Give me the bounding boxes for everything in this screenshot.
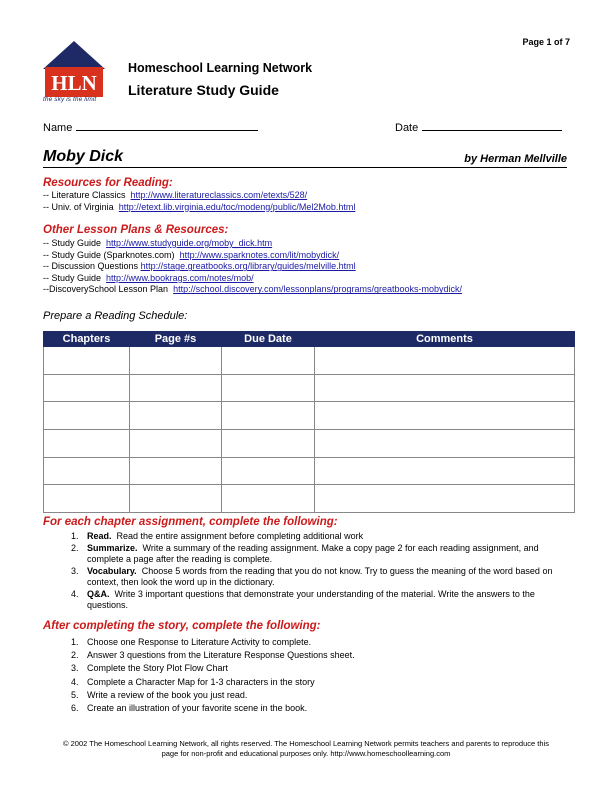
list-item: 2. Answer 3 questions from the Literature Response Questions sheet. xyxy=(81,649,572,662)
col-due-date: Due Date xyxy=(222,332,315,347)
table-cell[interactable] xyxy=(130,457,222,485)
date-label: Date xyxy=(395,122,419,134)
table-cell[interactable] xyxy=(315,457,575,485)
resources-list xyxy=(43,190,355,213)
chapter-assignment-list xyxy=(43,531,572,612)
lesson-item: -- Discussion Questions http://stage.greatbooks.org/library/guides/melville.html xyxy=(43,261,356,272)
table-cell[interactable] xyxy=(315,430,575,458)
date-field[interactable] xyxy=(395,121,562,134)
hln-logo xyxy=(43,41,105,103)
col-pages: Page #s xyxy=(130,332,222,347)
book-author: by Herman Mellville xyxy=(464,153,567,165)
col-chapters: Chapters xyxy=(44,332,130,347)
lesson-plans-list xyxy=(43,238,462,296)
list-item: 6. Create an illustration of your favorite scene in the book. xyxy=(81,702,572,715)
lesson-link[interactable]: http://www.bookrags.com/notes/mob/ xyxy=(106,272,254,283)
table-cell[interactable] xyxy=(130,374,222,402)
table-cell[interactable] xyxy=(222,347,315,375)
lesson-item: -- Study Guide http://www.bookrags.com/notes/mob/ xyxy=(43,272,254,283)
resource-link[interactable]: http://etext.lib.virginia.edu/toc/modeng/public/Mel2Mob.html xyxy=(118,201,356,212)
table-cell[interactable] xyxy=(130,430,222,458)
table-row xyxy=(44,374,575,402)
table-row xyxy=(44,457,575,485)
table-row xyxy=(44,402,575,430)
resource-link[interactable]: http://www.literatureclassics.com/etexts/528/ xyxy=(130,190,308,200)
table-cell[interactable] xyxy=(44,402,130,430)
table-header-row xyxy=(44,332,575,347)
lesson-link[interactable]: http://school.discovery.com/lessonplans/programs/greatbooks-mobydick/ xyxy=(173,284,463,295)
table-cell[interactable] xyxy=(222,457,315,485)
list-item: 4. Complete a Character Map for 1-3 characters in the story xyxy=(81,676,572,689)
lesson-link[interactable]: http://www.sparknotes.com/lit/mobydick/ xyxy=(179,249,340,260)
table-cell[interactable] xyxy=(44,430,130,458)
table-cell[interactable] xyxy=(222,485,315,513)
table-row xyxy=(44,347,575,375)
book-title: Moby Dick xyxy=(43,148,124,165)
lesson-item: --DiscoverySchool Lesson Plan http://school.discovery.com/lessonplans/programs/greatbooks-mobydick/ xyxy=(43,284,463,295)
logo-letters: HLN xyxy=(51,71,97,95)
list-item: 1. Read. Read the entire assignment before completing additional work xyxy=(81,531,572,543)
list-item: 1. Choose one Response to Literature Activity to complete. xyxy=(81,636,572,649)
list-item: 3. Vocabulary. Choose 5 words from the reading that you do not know. Try to guess the meaning of the word based on context, then look the word up in the dictionary. xyxy=(81,566,572,589)
page-number: Page 1 of 7 xyxy=(522,37,570,47)
list-item: 4. Q&A. Write 3 important questions that demonstrate your understanding of the material. Write the answers to the questions. xyxy=(81,589,572,612)
lesson-plans-heading: Other Lesson Plans & Resources: xyxy=(43,224,229,236)
org-name: Homeschool Learning Network xyxy=(128,61,313,75)
list-item: 2. Summarize. Write a summary of the reading assignment. Make a copy page 2 for each reading assignment, and complete a page after the reading is complete. xyxy=(81,543,572,566)
book-heading xyxy=(43,148,567,168)
resource-item: -- Univ. of Virginia http://etext.lib.virginia.edu/toc/modeng/public/Mel2Mob.html xyxy=(43,201,356,212)
table-cell[interactable] xyxy=(222,430,315,458)
chapter-assignment-heading: For each chapter assignment, complete the following: xyxy=(43,516,338,528)
chapter-assignment-list-wrap xyxy=(43,531,572,612)
after-story-heading: After completing the story, complete the following: xyxy=(43,620,321,632)
logo-tagline: the sky is the limit xyxy=(43,96,97,103)
schedule-label: Prepare a Reading Schedule: xyxy=(43,310,188,322)
footer-line-2: page for non-profit and educational purposes only. http://www.homeschoollearning.com xyxy=(161,749,451,758)
table-cell[interactable] xyxy=(315,347,575,375)
table-cell[interactable] xyxy=(44,457,130,485)
list-item: 3. Complete the Story Plot Flow Chart xyxy=(81,662,572,675)
list-item: 5. Write a review of the book you just read. xyxy=(81,689,572,702)
footer-line-1: © 2002 The Homeschool Learning Network, all rights reserved. The Homeschool Learning Network permits teachers and parents to reproduce this xyxy=(63,739,549,748)
footer xyxy=(40,739,572,759)
lesson-item: -- Study Guide http://www.studyguide.org/moby_dick.htm xyxy=(43,238,273,248)
reading-schedule-table xyxy=(43,331,575,513)
table-cell[interactable] xyxy=(315,402,575,430)
table-cell[interactable] xyxy=(315,374,575,402)
name-field[interactable] xyxy=(43,121,258,134)
table-cell[interactable] xyxy=(222,402,315,430)
table-cell[interactable] xyxy=(44,374,130,402)
after-story-list-wrap xyxy=(43,636,572,715)
table-cell[interactable] xyxy=(130,402,222,430)
table-row xyxy=(44,430,575,458)
table-cell[interactable] xyxy=(130,347,222,375)
lesson-link[interactable]: http://stage.greatbooks.org/library/guides/melville.html xyxy=(140,261,356,272)
table-cell[interactable] xyxy=(222,374,315,402)
after-story-list xyxy=(43,636,572,715)
lesson-item: -- Study Guide (Sparknotes.com) http://www.sparknotes.com/lit/mobydick/ xyxy=(43,249,340,260)
table-cell[interactable] xyxy=(315,485,575,513)
guide-title: Literature Study Guide xyxy=(128,82,279,98)
resource-item: -- Literature Classics http://www.literatureclassics.com/etexts/528/ xyxy=(43,190,308,200)
lesson-link[interactable]: http://www.studyguide.org/moby_dick.htm xyxy=(106,238,273,248)
table-cell[interactable] xyxy=(44,485,130,513)
table-cell[interactable] xyxy=(44,347,130,375)
table-row xyxy=(44,485,575,513)
resources-heading: Resources for Reading: xyxy=(43,177,173,189)
col-comments: Comments xyxy=(315,332,575,347)
name-label: Name xyxy=(43,122,73,134)
table-cell[interactable] xyxy=(130,485,222,513)
